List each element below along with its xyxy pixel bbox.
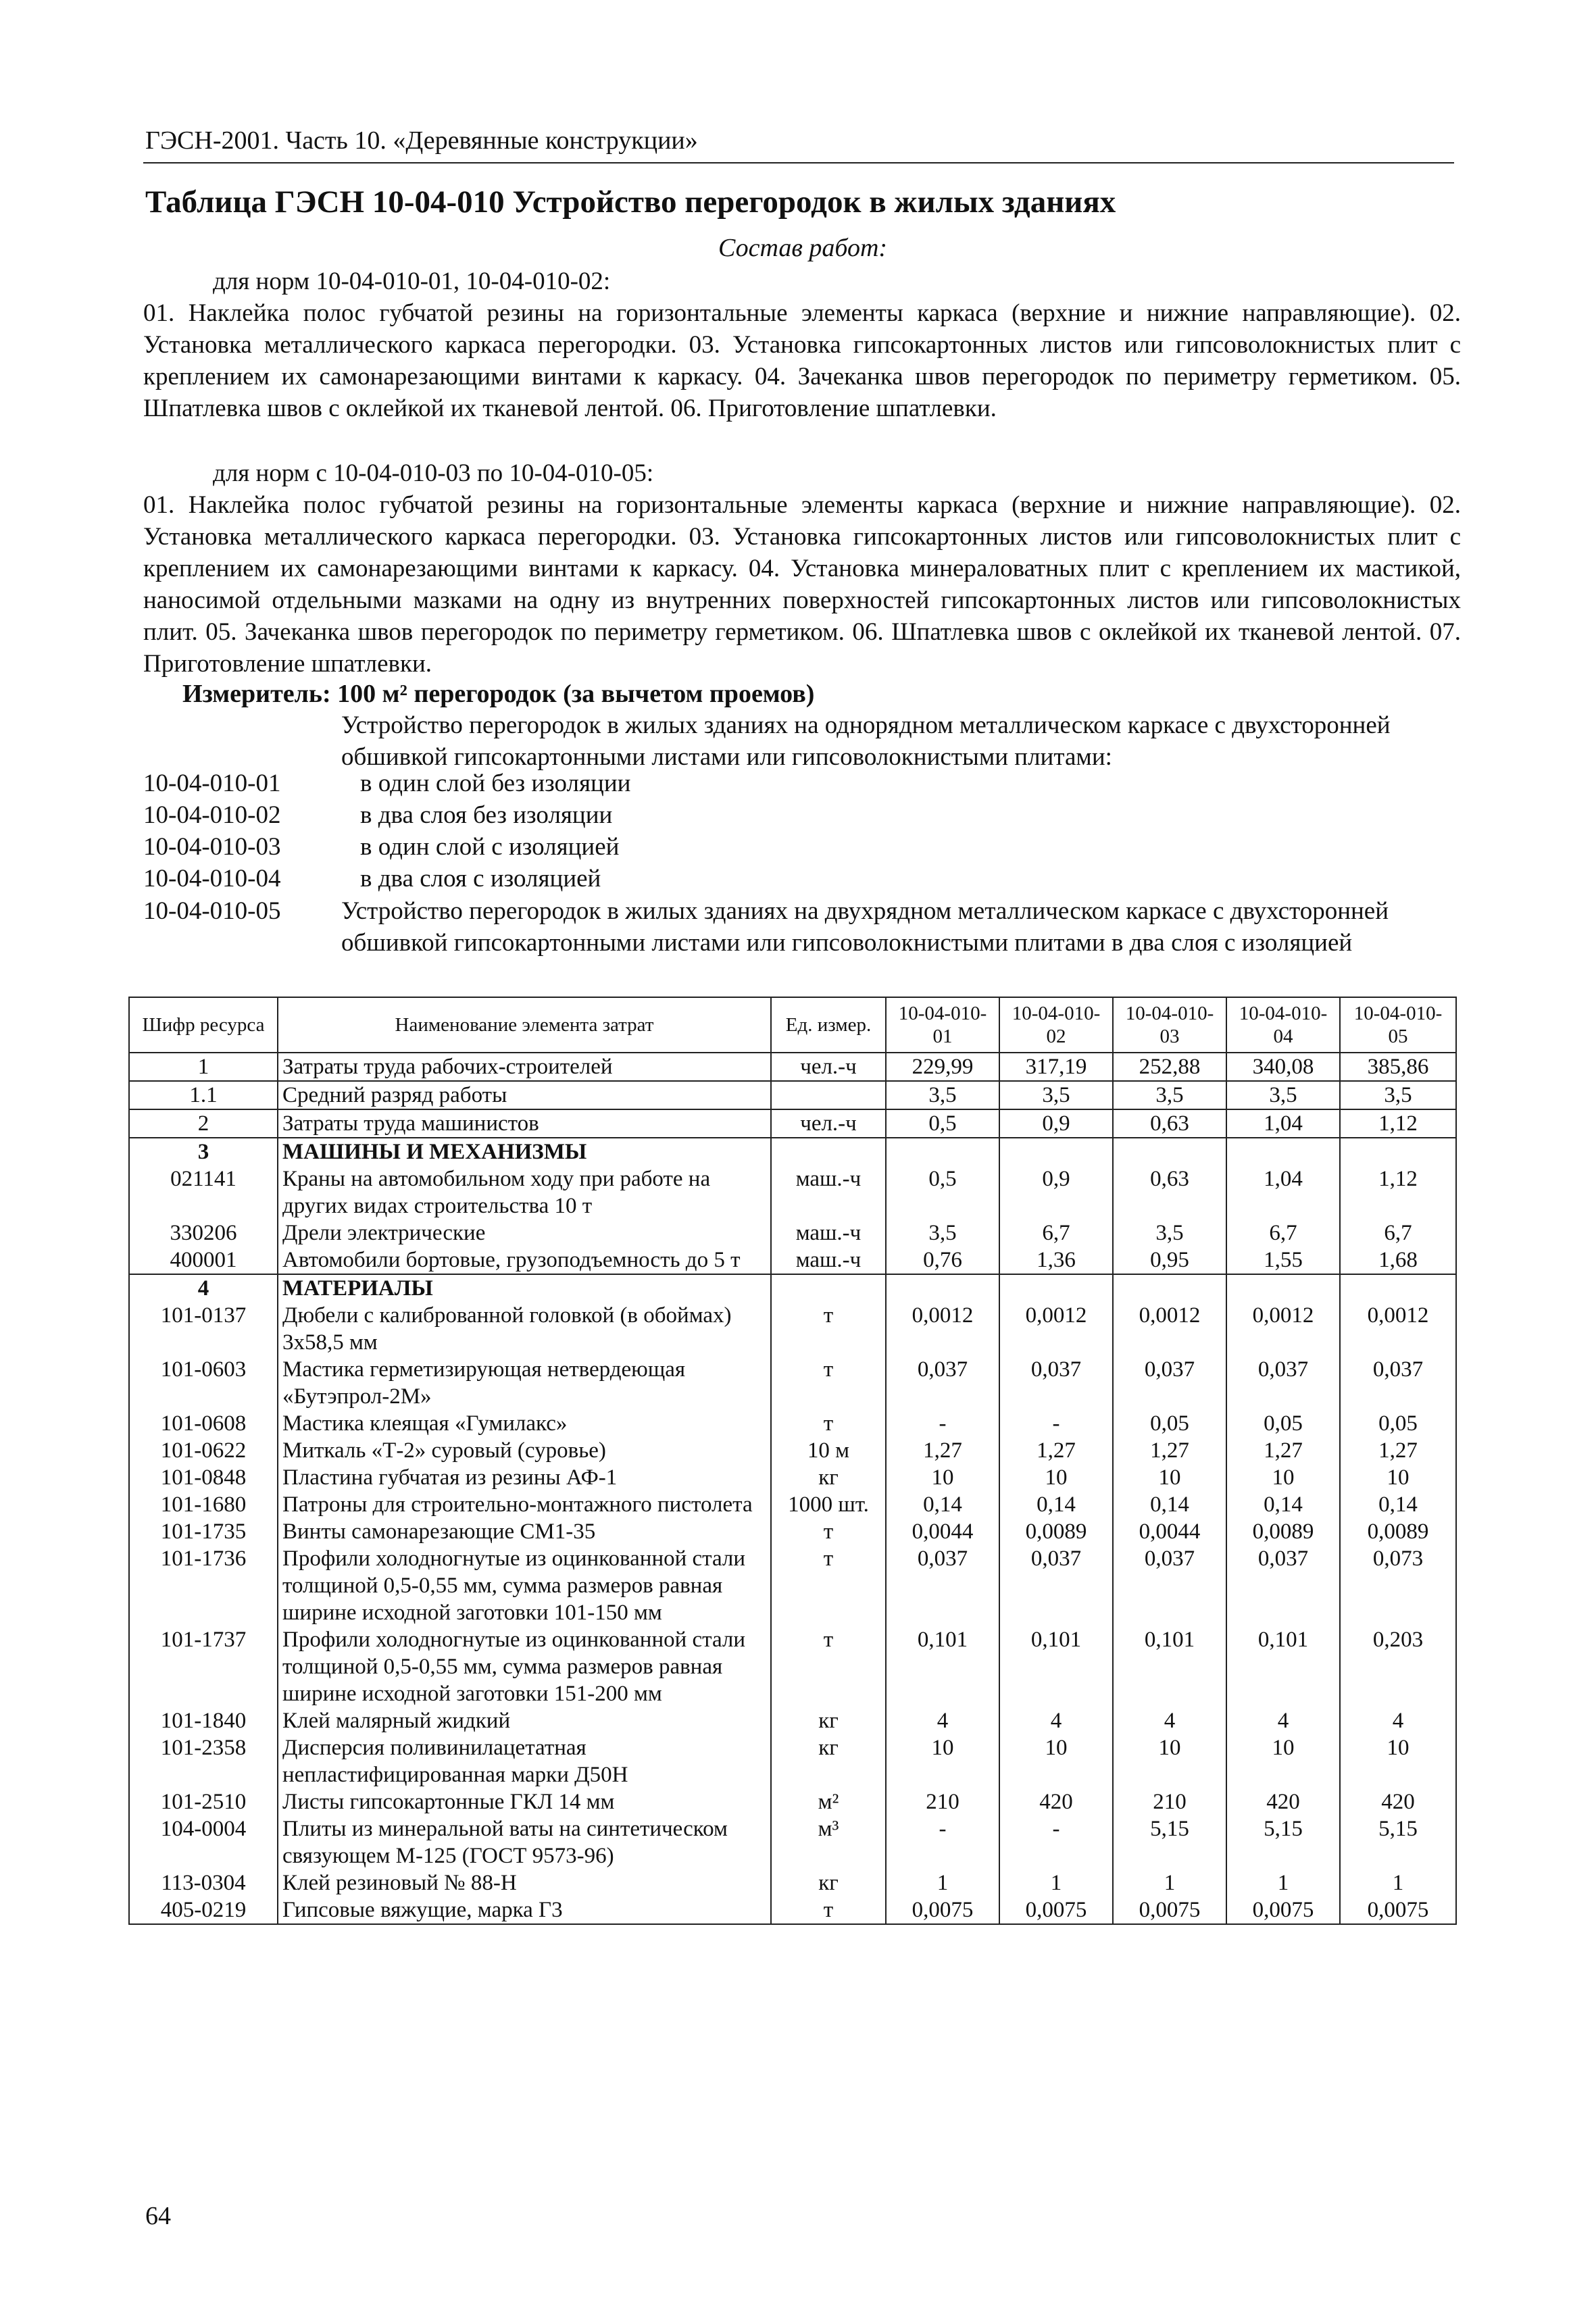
norm-value-cell: 0,63 (1113, 1165, 1226, 1219)
composition-group2-intro: для норм с 10-04-010-03 по 10-04-010-05: (213, 459, 654, 487)
norm-value-cell: 0,0075 (1226, 1896, 1340, 1924)
norm-value-cell: 385,86 (1340, 1053, 1456, 1081)
table-row (129, 1491, 1456, 1518)
table-row (129, 1247, 1456, 1274)
spec-code: 10-04-010-03 (143, 833, 281, 861)
unit-cell: т (771, 1410, 886, 1437)
unit-cell: 10 м (771, 1437, 886, 1464)
norm-value-cell: 1 (1226, 1869, 1340, 1896)
norm-value-cell: 1 (1113, 1869, 1226, 1896)
table-row (129, 1165, 1456, 1219)
resource-code-cell: 104-0004 (129, 1815, 278, 1869)
unit-cell: т (771, 1626, 886, 1707)
norm-value-cell: 0,0012 (1113, 1302, 1226, 1356)
norm-value-cell: 0,101 (1113, 1626, 1226, 1707)
norm-value-cell: 4 (999, 1707, 1113, 1734)
norm-value-cell: 3,5 (999, 1081, 1113, 1109)
norm-value-cell (1113, 1138, 1226, 1165)
norm-value-cell: 10 (1113, 1464, 1226, 1491)
table-row (129, 1734, 1456, 1788)
table-row (129, 1219, 1456, 1247)
spec-name: в один слой без изоляции (360, 770, 631, 797)
header-cell: Ед. измер. (771, 997, 886, 1053)
table-row (129, 1815, 1456, 1869)
norm-value-cell: 1,12 (1340, 1165, 1456, 1219)
unit-cell: т (771, 1356, 886, 1410)
norm-value-cell: 10 (999, 1464, 1113, 1491)
norm-value-cell (1340, 1274, 1456, 1302)
resource-name-cell: Автомобили бортовые, грузоподъемность до 5 т (278, 1247, 771, 1274)
norm-value-cell: 10 (1226, 1464, 1340, 1491)
norm-value-cell: 0,14 (1226, 1491, 1340, 1518)
table-row (129, 1302, 1456, 1356)
table-row (129, 1518, 1456, 1545)
norm-value-cell: 1 (1340, 1869, 1456, 1896)
unit-cell: кг (771, 1464, 886, 1491)
unit-cell: чел.-ч (771, 1053, 886, 1081)
norm-value-cell: 0,05 (1113, 1410, 1226, 1437)
resource-name-cell: Затраты труда машинистов (278, 1109, 771, 1138)
table-row (129, 1707, 1456, 1734)
resource-code-cell: 101-0608 (129, 1410, 278, 1437)
unit-cell: т (771, 1518, 886, 1545)
header-cell: 10-04-010-03 (1113, 997, 1226, 1053)
norm-value-cell: 0,037 (1113, 1545, 1226, 1626)
table-row (129, 1545, 1456, 1626)
spec-code: 10-04-010-02 (143, 801, 281, 829)
resource-name-cell: Клей резиновый № 88-Н (278, 1869, 771, 1896)
norm-value-cell: 0,63 (1113, 1109, 1226, 1138)
norm-value-cell: 1,27 (1340, 1437, 1456, 1464)
unit-cell: маш.-ч (771, 1219, 886, 1247)
resource-code-cell: 101-2358 (129, 1734, 278, 1788)
norm-value-cell: 0,037 (999, 1545, 1113, 1626)
table-header-row (129, 997, 1456, 1053)
norm-value-cell: 0,14 (1340, 1491, 1456, 1518)
table-row (129, 1896, 1456, 1924)
table-row (129, 1788, 1456, 1815)
norm-value-cell: 0,0075 (999, 1896, 1113, 1924)
norm-value-cell: 1 (999, 1869, 1113, 1896)
norm-value-cell: 3,5 (1226, 1081, 1340, 1109)
norm-value-cell: 5,15 (1226, 1815, 1340, 1869)
norm-value-cell: 10 (1226, 1734, 1340, 1788)
resource-code-cell: 3 (129, 1138, 278, 1165)
norm-value-cell: 10 (886, 1734, 999, 1788)
norm-value-cell: 3,5 (1340, 1081, 1456, 1109)
norm-value-cell: 0,037 (1340, 1356, 1456, 1410)
resource-code-cell: 101-2510 (129, 1788, 278, 1815)
norm-value-cell: 1,12 (1340, 1109, 1456, 1138)
norm-value-cell: 0,0075 (1340, 1896, 1456, 1924)
table-row (129, 1053, 1456, 1081)
unit-cell (771, 1138, 886, 1165)
norm-value-cell: 10 (886, 1464, 999, 1491)
norm-value-cell: 10 (1340, 1734, 1456, 1788)
unit-cell: маш.-ч (771, 1165, 886, 1219)
table-row (129, 1138, 1456, 1165)
table-row (129, 1081, 1456, 1109)
norm-value-cell: 0,0012 (1340, 1302, 1456, 1356)
unit-cell: маш.-ч (771, 1247, 886, 1274)
resource-name-cell: МАШИНЫ И МЕХАНИЗМЫ (278, 1138, 771, 1165)
norm-value-cell: 0,037 (886, 1545, 999, 1626)
norm-value-cell (1113, 1274, 1226, 1302)
norm-value-cell (1340, 1138, 1456, 1165)
resource-name-cell: Пластина губчатая из резины АФ-1 (278, 1464, 771, 1491)
norm-value-cell: 5,15 (1113, 1815, 1226, 1869)
norm-value-cell: 4 (886, 1707, 999, 1734)
page-number: 64 (145, 2202, 171, 2230)
norm-value-cell: 0,037 (1226, 1545, 1340, 1626)
norm-value-cell: 317,19 (999, 1053, 1113, 1081)
norm-value-cell: 0,037 (1226, 1356, 1340, 1410)
composition-group2-text: 01. Наклейка полос губчатой резины на горизонтальные элементы каркаса (верхние и нижние направляющие). 02. Установка металлического каркаса перегородки. 03. Установка гипсокартонных листов или гипсоволокнистых плит с креплением их самонарезающими винтами к каркасу. 04. Установка минераловатных плит с креплением их мастикой, наносимой отдельными мазками на одну из внутренних поверхностей гипсокартонных листов или гипсоволокнистых плит. 05. Зачеканка швов перегородок по периметру герметиком. 06. Шпатлевка швов с оклейкой их тканевой лентой. 07. Приготовление шпатлевки. (143, 491, 1461, 678)
spec-heading: Устройство перегородок в жилых зданиях на однорядном металлическом каркасе с двухсторонней обшивкой гипсокартонными листами или гипсоволокнистыми плитами: (341, 711, 1391, 771)
resource-name-cell: Листы гипсокартонные ГКЛ 14 мм (278, 1788, 771, 1815)
resource-code-cell: 101-1840 (129, 1707, 278, 1734)
norm-value-cell: 1,55 (1226, 1247, 1340, 1274)
resource-code-cell: 330206 (129, 1219, 278, 1247)
table-body (129, 1053, 1456, 1924)
resource-name-cell: Дрели электрические (278, 1219, 771, 1247)
resource-name-cell: Дисперсия поливинилацетатная непластифицированная марки Д50Н (278, 1734, 771, 1788)
norm-value-cell: 0,05 (1340, 1410, 1456, 1437)
norm-value-cell (1226, 1274, 1340, 1302)
table-row (129, 1109, 1456, 1138)
norm-value-cell: 1,68 (1340, 1247, 1456, 1274)
norm-value-cell (886, 1138, 999, 1165)
running-head: ГЭСН-2001. Часть 10. «Деревянные конструкции» (145, 126, 698, 155)
norm-value-cell: 4 (1226, 1707, 1340, 1734)
norm-value-cell: 10 (1113, 1734, 1226, 1788)
resource-name-cell: Патроны для строительно-монтажного пистолета (278, 1491, 771, 1518)
resource-name-cell: Краны на автомобильном ходу при работе на других видах строительства 10 т (278, 1165, 771, 1219)
spec-code: 10-04-010-05 (143, 897, 281, 925)
norm-value-cell: 1,27 (886, 1437, 999, 1464)
unit-cell (771, 1081, 886, 1109)
norm-value-cell: 6,7 (1340, 1219, 1456, 1247)
unit-cell: т (771, 1545, 886, 1626)
table-row (129, 1410, 1456, 1437)
norm-value-cell: 0,101 (886, 1626, 999, 1707)
resource-name-cell: Винты самонарезающие СМ1-35 (278, 1518, 771, 1545)
resource-name-cell: Плиты из минеральной ваты на синтетическом связующем М-125 (ГОСТ 9573-96) (278, 1815, 771, 1869)
norm-value-cell: 0,9 (999, 1165, 1113, 1219)
norm-value-cell: 0,0012 (999, 1302, 1113, 1356)
spec-name: в два слоя без изоляции (360, 801, 613, 829)
unit-cell: т (771, 1896, 886, 1924)
norm-value-cell: 0,76 (886, 1247, 999, 1274)
norm-value-cell: 0,203 (1340, 1626, 1456, 1707)
norm-value-cell: 210 (886, 1788, 999, 1815)
norm-value-cell: 0,101 (1226, 1626, 1340, 1707)
norm-value-cell: 6,7 (999, 1219, 1113, 1247)
header-cell: 10-04-010-05 (1340, 997, 1456, 1053)
norm-value-cell: 0,0012 (1226, 1302, 1340, 1356)
resource-code-cell: 021141 (129, 1165, 278, 1219)
norm-value-cell: 0,5 (886, 1165, 999, 1219)
norm-value-cell: 0,14 (886, 1491, 999, 1518)
resource-code-cell: 113-0304 (129, 1869, 278, 1896)
resource-code-cell: 101-1680 (129, 1491, 278, 1518)
norm-value-cell: 229,99 (886, 1053, 999, 1081)
table-row (129, 1274, 1456, 1302)
unit-cell: кг (771, 1734, 886, 1788)
norm-value-cell: 0,037 (999, 1356, 1113, 1410)
norm-value-cell: 5,15 (1340, 1815, 1456, 1869)
resource-code-cell: 101-1735 (129, 1518, 278, 1545)
table-title: Таблица ГЭСН 10-04-010 Устройство перегородок в жилых зданиях (145, 184, 1116, 220)
table-row (129, 1356, 1456, 1410)
norm-value-cell: 420 (1340, 1788, 1456, 1815)
resource-name-cell: Затраты труда рабочих-строителей (278, 1053, 771, 1081)
table-row (129, 1869, 1456, 1896)
norm-value-cell: 0,0044 (1113, 1518, 1226, 1545)
resource-code-cell: 4 (129, 1274, 278, 1302)
norm-value-cell: 0,95 (1113, 1247, 1226, 1274)
resource-code-cell: 101-1737 (129, 1626, 278, 1707)
resource-code-cell: 101-0622 (129, 1437, 278, 1464)
norm-value-cell: 1 (886, 1869, 999, 1896)
norm-value-cell: 1,27 (999, 1437, 1113, 1464)
resource-name-cell: Профили холодногнутые из оцинкованной стали толщиной 0,5-0,55 мм, сумма размеров равная ширине исходной заготовки 151-200 мм (278, 1626, 771, 1707)
resource-name-cell: Гипсовые вяжущие, марка Г3 (278, 1896, 771, 1924)
unit-cell: м² (771, 1788, 886, 1815)
norm-value-cell (1226, 1138, 1340, 1165)
norm-value-cell: 6,7 (1226, 1219, 1340, 1247)
resource-code-cell: 2 (129, 1109, 278, 1138)
norm-value-cell: 1,27 (1113, 1437, 1226, 1464)
norm-value-cell: 0,0012 (886, 1302, 999, 1356)
resource-name-cell: Мастика клеящая «Гумилакс» (278, 1410, 771, 1437)
spec-code: 10-04-010-01 (143, 770, 281, 797)
norm-value-cell: 0,0089 (999, 1518, 1113, 1545)
norm-value-cell: 210 (1113, 1788, 1226, 1815)
composition-group1-intro: для норм 10-04-010-01, 10-04-010-02: (213, 268, 611, 295)
resource-code-cell: 101-0603 (129, 1356, 278, 1410)
norm-value-cell: 0,0089 (1226, 1518, 1340, 1545)
norm-value-cell: 0,14 (999, 1491, 1113, 1518)
header-cell: 10-04-010-01 (886, 997, 999, 1053)
unit-cell: м³ (771, 1815, 886, 1869)
resource-name-cell: Дюбели с калиброванной головкой (в обоймах) 3х58,5 мм (278, 1302, 771, 1356)
norm-value-cell: 1,36 (999, 1247, 1113, 1274)
norm-value-cell: 1,04 (1226, 1165, 1340, 1219)
resource-name-cell: Профили холодногнутые из оцинкованной стали толщиной 0,5-0,55 мм, сумма размеров равная ширине исходной заготовки 101-150 мм (278, 1545, 771, 1626)
norm-value-cell: 10 (999, 1734, 1113, 1788)
composition-group1-text: 01. Наклейка полос губчатой резины на горизонтальные элементы каркаса (верхние и нижние направляющие). 02. Установка металлического каркаса перегородки. 03. Установка гипсокартонных листов или гипсоволокнистых плит с креплением их самонарезающими винтами к каркасу. 04. Зачеканка швов перегородок по периметру герметиком. 05. Шпатлевка швов с оклейкой их тканевой лентой. 06. Приготовление шпатлевки. (143, 299, 1461, 422)
norm-value-cell: 0,037 (886, 1356, 999, 1410)
norm-value-cell: 420 (999, 1788, 1113, 1815)
norm-value-cell: 0,05 (1226, 1410, 1340, 1437)
spec-name: в два слоя с изоляцией (360, 865, 601, 892)
norm-value-cell: 0,0075 (1113, 1896, 1226, 1924)
norm-value-cell: 0,037 (1113, 1356, 1226, 1410)
resource-table (128, 997, 1457, 1925)
spec-code: 10-04-010-04 (143, 865, 281, 892)
resource-name-cell: МАТЕРИАЛЫ (278, 1274, 771, 1302)
norm-value-cell: 0,0044 (886, 1518, 999, 1545)
resource-name-cell: Клей малярный жидкий (278, 1707, 771, 1734)
norm-value-cell: 0,0089 (1340, 1518, 1456, 1545)
norm-value-cell: 3,5 (1113, 1081, 1226, 1109)
norm-value-cell: 0,101 (999, 1626, 1113, 1707)
resource-code-cell: 101-1736 (129, 1545, 278, 1626)
table-row (129, 1437, 1456, 1464)
header-rule (143, 162, 1454, 164)
norm-value-cell (999, 1274, 1113, 1302)
norm-value-cell: 340,08 (1226, 1053, 1340, 1081)
unit-cell (771, 1274, 886, 1302)
norm-value-cell: - (886, 1410, 999, 1437)
resource-name-cell: Средний разряд работы (278, 1081, 771, 1109)
table-row (129, 1464, 1456, 1491)
norm-value-cell: - (999, 1410, 1113, 1437)
resource-code-cell: 1.1 (129, 1081, 278, 1109)
resource-name-cell: Мастика герметизирующая нетвердеющая «Бутэпрол-2М» (278, 1356, 771, 1410)
norm-value-cell: 0,14 (1113, 1491, 1226, 1518)
header-cell: Шифр ресурса (129, 997, 278, 1053)
resource-code-cell: 405-0219 (129, 1896, 278, 1924)
norm-value-cell: 3,5 (886, 1219, 999, 1247)
spec-name: в один слой с изоляцией (360, 833, 620, 861)
table-row (129, 1626, 1456, 1707)
header-cell: 10-04-010-02 (999, 997, 1113, 1053)
composition-label: Состав работ: (718, 234, 888, 262)
norm-value-cell: 1,27 (1226, 1437, 1340, 1464)
norm-value-cell: 0,9 (999, 1109, 1113, 1138)
resource-name-cell: Миткаль «Т-2» суровый (суровье) (278, 1437, 771, 1464)
unit-cell: чел.-ч (771, 1109, 886, 1138)
resource-code-cell: 1 (129, 1053, 278, 1081)
norm-value-cell (886, 1274, 999, 1302)
norm-value-cell: 252,88 (1113, 1053, 1226, 1081)
norm-value-cell: 0,0075 (886, 1896, 999, 1924)
norm-value-cell: 420 (1226, 1788, 1340, 1815)
unit-cell: т (771, 1302, 886, 1356)
norm-value-cell: - (886, 1815, 999, 1869)
spec-name: Устройство перегородок в жилых зданиях на двухрядном металлическом каркасе с двухсторонней обшивкой гипсокартонными листами или гипсоволокнистыми плитами в два слоя с изоляцией (341, 897, 1389, 957)
norm-value-cell: 0,073 (1340, 1545, 1456, 1626)
unit-cell: кг (771, 1707, 886, 1734)
norm-value-cell: - (999, 1815, 1113, 1869)
norm-value-cell: 4 (1340, 1707, 1456, 1734)
norm-value-cell: 0,5 (886, 1109, 999, 1138)
resource-code-cell: 400001 (129, 1247, 278, 1274)
norm-value-cell: 3,5 (1113, 1219, 1226, 1247)
header-cell: 10-04-010-04 (1226, 997, 1340, 1053)
norm-value-cell: 3,5 (886, 1081, 999, 1109)
norm-value-cell: 10 (1340, 1464, 1456, 1491)
unit-cell: 1000 шт. (771, 1491, 886, 1518)
meter-unit: Измеритель: 100 м² перегородок (за вычетом проемов) (182, 680, 815, 708)
norm-value-cell (999, 1138, 1113, 1165)
resource-code-cell: 101-0137 (129, 1302, 278, 1356)
unit-cell: кг (771, 1869, 886, 1896)
norm-value-cell: 4 (1113, 1707, 1226, 1734)
norm-value-cell: 1,04 (1226, 1109, 1340, 1138)
header-cell: Наименование элемента затрат (278, 997, 771, 1053)
resource-code-cell: 101-0848 (129, 1464, 278, 1491)
